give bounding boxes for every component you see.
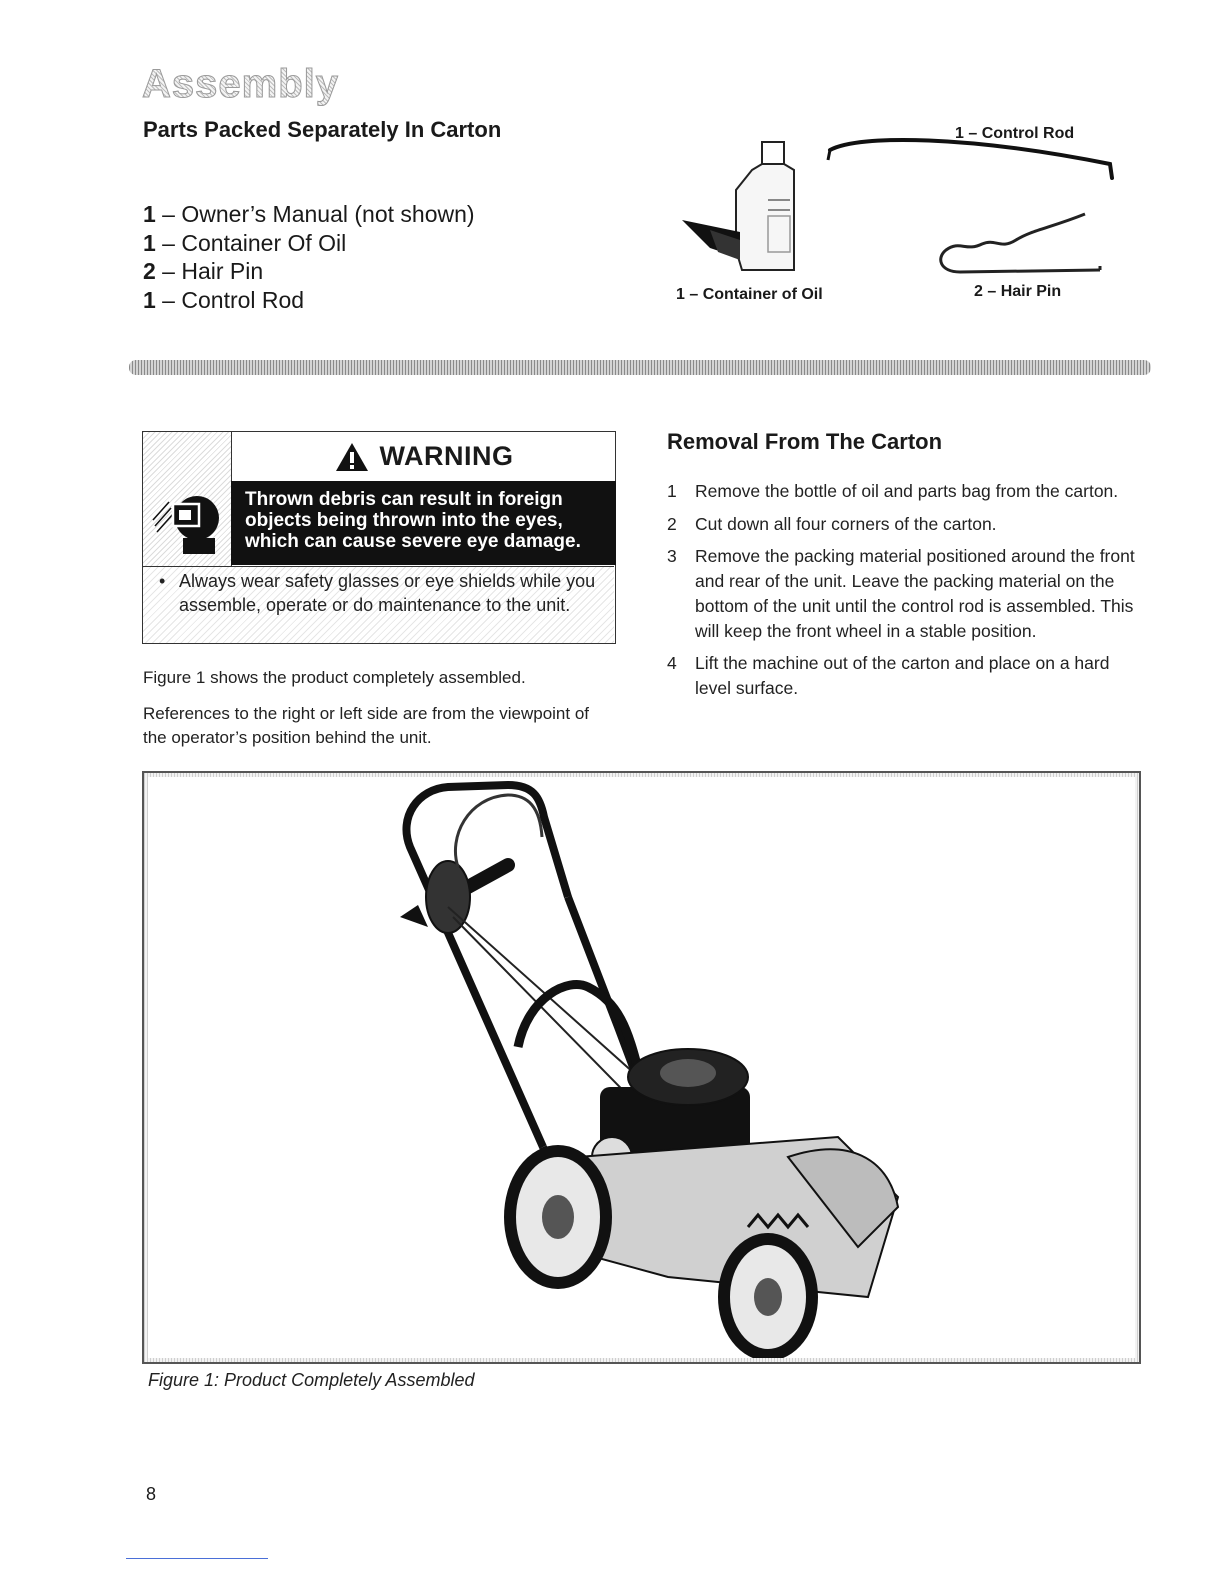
step-number: 1 [667, 481, 677, 501]
oil-bottle-illustration [682, 142, 794, 270]
list-item: 2 – Hair Pin [143, 258, 264, 284]
part-label: Control Rod [181, 286, 305, 313]
part-qty: 1 [143, 229, 156, 256]
step-number: 4 [667, 653, 677, 674]
list-item [667, 651, 1137, 700]
step-number: 2 [667, 513, 677, 534]
parts-heading: Parts Packed Separately In Carton [143, 117, 502, 142]
edger-illustration [148, 777, 1135, 1358]
list-item: 1 – Control Rod [143, 286, 305, 313]
section-divider [129, 360, 1151, 375]
figure-caption: Figure 1: Product Completely Assembled [148, 1370, 475, 1390]
bullet-marker: • [159, 571, 166, 591]
container-oil-caption: 1 – Container of Oil [676, 286, 823, 303]
figure-frame [142, 771, 1141, 1364]
list-item [667, 479, 1137, 504]
page-title: Assembly [142, 62, 339, 106]
part-label: Owner’s Manual (not shown) [181, 201, 475, 227]
step-text: Cut down all four corners of the carton. [695, 513, 997, 534]
part-label: Container Of Oil [181, 229, 347, 256]
list-item [667, 544, 1137, 643]
page-number: 8 [146, 1484, 157, 1504]
hazard-line: objects being thrown into the eyes, [245, 510, 563, 531]
removal-steps [667, 479, 1137, 709]
list-item [667, 512, 1137, 537]
step-text: Remove the packing material positioned around the front and rear of the unit. Leave the packing material on the bottom of the unit until the control rod is assembled. This will keep the front wheel in a stable position. [695, 546, 1135, 641]
part-qty: 2 [143, 258, 156, 284]
part-label: Hair Pin [181, 258, 264, 284]
control-rod-caption: 1 – Control Rod [955, 125, 1075, 142]
instruction-text: Always wear safety glasses or eye shields while you assemble, operate or do maintenance to the unit. [179, 571, 596, 615]
warning-icon-panel [143, 432, 232, 566]
orientation-text: References to the right or left side are from the viewpoint of the operator’s position behind the unit. [143, 704, 590, 747]
warning-instruction [143, 566, 614, 643]
list-item: 1 – Container Of Oil [143, 229, 347, 256]
step-text: Remove the bottle of oil and parts bag from the carton. [695, 481, 1119, 501]
alert-triangle-icon [334, 441, 370, 473]
hair-pin-illustration [941, 214, 1100, 272]
hazard-line: which can cause severe eye damage. [245, 531, 581, 552]
parts-illustration [670, 120, 1130, 290]
part-qty: 1 [143, 286, 156, 313]
removal-heading: Removal From The Carton [667, 429, 943, 454]
parts-list [143, 200, 475, 314]
warning-hazard-text [231, 481, 616, 565]
step-text: Lift the machine out of the carton and place on a hard level surface. [695, 653, 1110, 698]
warning-title-bar [231, 432, 616, 481]
face-shield-icon [143, 432, 229, 566]
hair-pin-caption: 2 – Hair Pin [974, 283, 1062, 300]
warning-box [142, 431, 616, 644]
warning-title: WARNING [379, 441, 514, 471]
part-qty: 1 [143, 201, 156, 227]
list-item: 1 – Owner’s Manual (not shown) [143, 201, 475, 227]
figure-reference-text: Figure 1 shows the product completely assembled. [143, 668, 526, 687]
control-rod-illustration [828, 140, 1112, 178]
hazard-line: Thrown debris can result in foreign [245, 489, 563, 510]
footer-rule [126, 1558, 268, 1559]
figure-panel [148, 777, 1135, 1358]
step-number: 3 [667, 546, 677, 567]
